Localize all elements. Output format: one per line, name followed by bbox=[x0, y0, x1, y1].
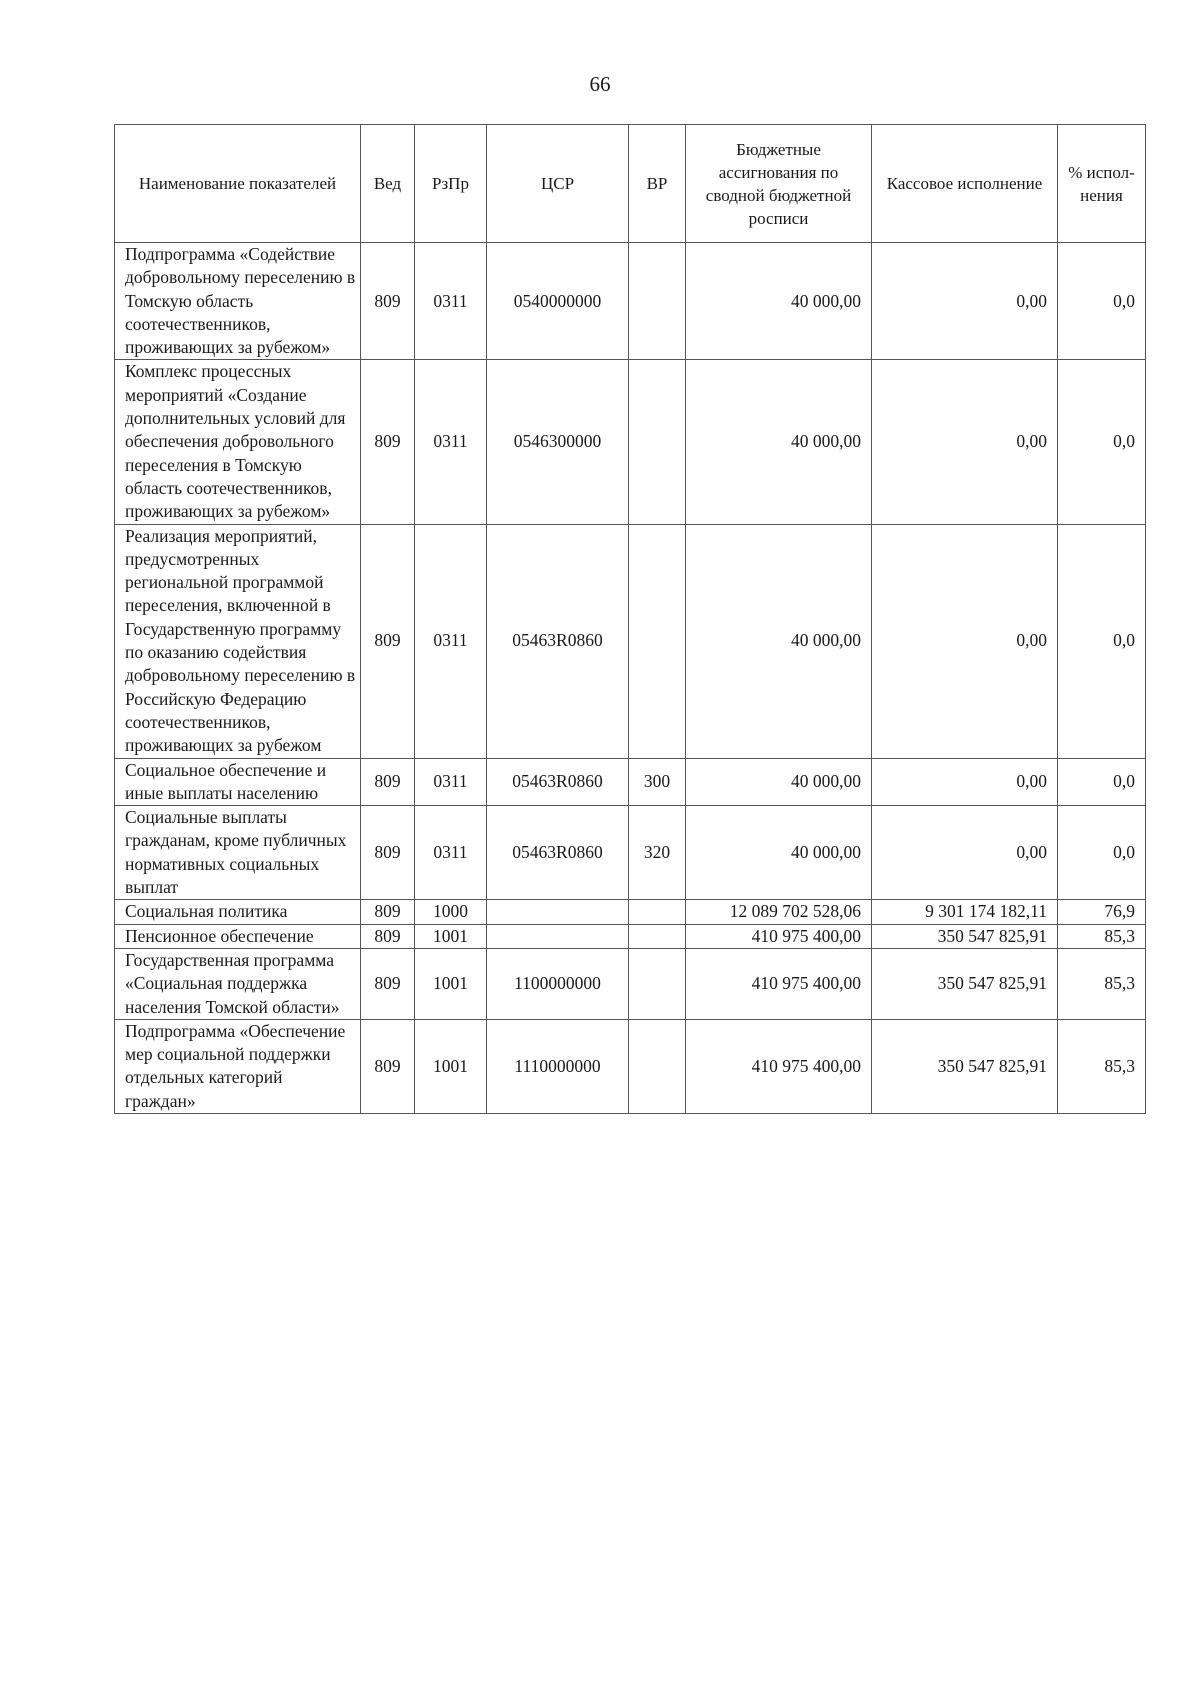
row-ved: 809 bbox=[361, 900, 415, 924]
row-vr bbox=[629, 1019, 686, 1113]
row-pct: 85,3 bbox=[1058, 1019, 1146, 1113]
row-csr: 1110000000 bbox=[487, 1019, 629, 1113]
row-cash: 0,00 bbox=[872, 243, 1058, 360]
table-row bbox=[115, 900, 1146, 924]
row-ved: 809 bbox=[361, 924, 415, 948]
row-vr bbox=[629, 948, 686, 1019]
row-pct: 85,3 bbox=[1058, 924, 1146, 948]
row-vr bbox=[629, 360, 686, 524]
row-cash: 0,00 bbox=[872, 524, 1058, 758]
header-name: Наименование показателей bbox=[115, 125, 361, 243]
table-row bbox=[115, 243, 1146, 360]
row-vr bbox=[629, 243, 686, 360]
row-csr: 05463R0860 bbox=[487, 806, 629, 900]
row-csr: 05463R0860 bbox=[487, 758, 629, 806]
row-csr: 0540000000 bbox=[487, 243, 629, 360]
row-name: Государственная программа «Социальная поддержка населения Томской области» bbox=[115, 948, 361, 1019]
row-ved: 809 bbox=[361, 1019, 415, 1113]
row-rzpr: 1000 bbox=[415, 900, 487, 924]
table-header-row bbox=[115, 125, 1146, 243]
row-budget: 40 000,00 bbox=[686, 524, 872, 758]
row-budget: 40 000,00 bbox=[686, 758, 872, 806]
row-cash: 0,00 bbox=[872, 806, 1058, 900]
header-budget: Бюджетные ассигнования по сводной бюджетной росписи bbox=[686, 125, 872, 243]
row-ved: 809 bbox=[361, 360, 415, 524]
row-cash: 0,00 bbox=[872, 360, 1058, 524]
row-budget: 410 975 400,00 bbox=[686, 1019, 872, 1113]
header-pct: % испол-нения bbox=[1058, 125, 1146, 243]
row-pct: 0,0 bbox=[1058, 360, 1146, 524]
row-pct: 76,9 bbox=[1058, 900, 1146, 924]
row-pct: 0,0 bbox=[1058, 524, 1146, 758]
table-row bbox=[115, 758, 1146, 806]
row-name: Пенсионное обеспечение bbox=[115, 924, 361, 948]
row-rzpr: 1001 bbox=[415, 948, 487, 1019]
row-name: Подпрограмма «Содействие добровольному переселению в Томскую область соотечественников, проживающих за рубежом» bbox=[115, 243, 361, 360]
table-row bbox=[115, 948, 1146, 1019]
row-vr bbox=[629, 900, 686, 924]
row-budget: 410 975 400,00 bbox=[686, 948, 872, 1019]
row-rzpr: 1001 bbox=[415, 1019, 487, 1113]
row-ved: 809 bbox=[361, 243, 415, 360]
row-ved: 809 bbox=[361, 948, 415, 1019]
row-vr bbox=[629, 524, 686, 758]
page-number: 66 bbox=[589, 72, 611, 96]
table-row bbox=[115, 924, 1146, 948]
row-vr bbox=[629, 924, 686, 948]
row-pct: 85,3 bbox=[1058, 948, 1146, 1019]
row-cash: 350 547 825,91 bbox=[872, 1019, 1058, 1113]
row-cash: 350 547 825,91 bbox=[872, 924, 1058, 948]
row-rzpr: 0311 bbox=[415, 243, 487, 360]
row-rzpr: 0311 bbox=[415, 524, 487, 758]
row-budget: 410 975 400,00 bbox=[686, 924, 872, 948]
row-rzpr: 1001 bbox=[415, 924, 487, 948]
row-budget: 40 000,00 bbox=[686, 243, 872, 360]
row-cash: 350 547 825,91 bbox=[872, 948, 1058, 1019]
row-pct: 0,0 bbox=[1058, 806, 1146, 900]
row-ved: 809 bbox=[361, 758, 415, 806]
row-name: Социальное обеспечение и иные выплаты населению bbox=[115, 758, 361, 806]
row-ved: 809 bbox=[361, 524, 415, 758]
row-csr: 0546300000 bbox=[487, 360, 629, 524]
row-name: Социальная политика bbox=[115, 900, 361, 924]
row-csr: 1100000000 bbox=[487, 948, 629, 1019]
row-rzpr: 0311 bbox=[415, 360, 487, 524]
budget-execution-table bbox=[114, 124, 1146, 1114]
header-cash: Кассовое исполнение bbox=[872, 125, 1058, 243]
row-name: Социальные выплаты гражданам, кроме публичных нормативных социальных выплат bbox=[115, 806, 361, 900]
table-row bbox=[115, 806, 1146, 900]
row-name: Подпрограмма «Обеспечение мер социальной поддержки отдельных категорий граждан» bbox=[115, 1019, 361, 1113]
header-vr: ВР bbox=[629, 125, 686, 243]
row-csr: 05463R0860 bbox=[487, 524, 629, 758]
row-name: Комплекс процессных мероприятий «Создание дополнительных условий для обеспечения добровольного переселения в Томскую область соотечественников, проживающих за рубежом» bbox=[115, 360, 361, 524]
row-vr: 300 bbox=[629, 758, 686, 806]
row-vr: 320 bbox=[629, 806, 686, 900]
row-rzpr: 0311 bbox=[415, 806, 487, 900]
header-rzpr: РзПр bbox=[415, 125, 487, 243]
row-budget: 12 089 702 528,06 bbox=[686, 900, 872, 924]
row-rzpr: 0311 bbox=[415, 758, 487, 806]
row-cash: 9 301 174 182,11 bbox=[872, 900, 1058, 924]
row-budget: 40 000,00 bbox=[686, 360, 872, 524]
row-budget: 40 000,00 bbox=[686, 806, 872, 900]
row-csr bbox=[487, 924, 629, 948]
header-ved: Вед bbox=[361, 125, 415, 243]
row-name: Реализация мероприятий, предусмотренных региональной программой переселения, включенной в Государственную программу по оказанию содействия добровольному переселению в Российскую Федерацию соотечественников, проживающих за рубежом bbox=[115, 524, 361, 758]
row-csr bbox=[487, 900, 629, 924]
table-row bbox=[115, 524, 1146, 758]
table-row bbox=[115, 1019, 1146, 1113]
row-pct: 0,0 bbox=[1058, 758, 1146, 806]
row-ved: 809 bbox=[361, 806, 415, 900]
header-csr: ЦСР bbox=[487, 125, 629, 243]
row-pct: 0,0 bbox=[1058, 243, 1146, 360]
table-row bbox=[115, 360, 1146, 524]
row-cash: 0,00 bbox=[872, 758, 1058, 806]
